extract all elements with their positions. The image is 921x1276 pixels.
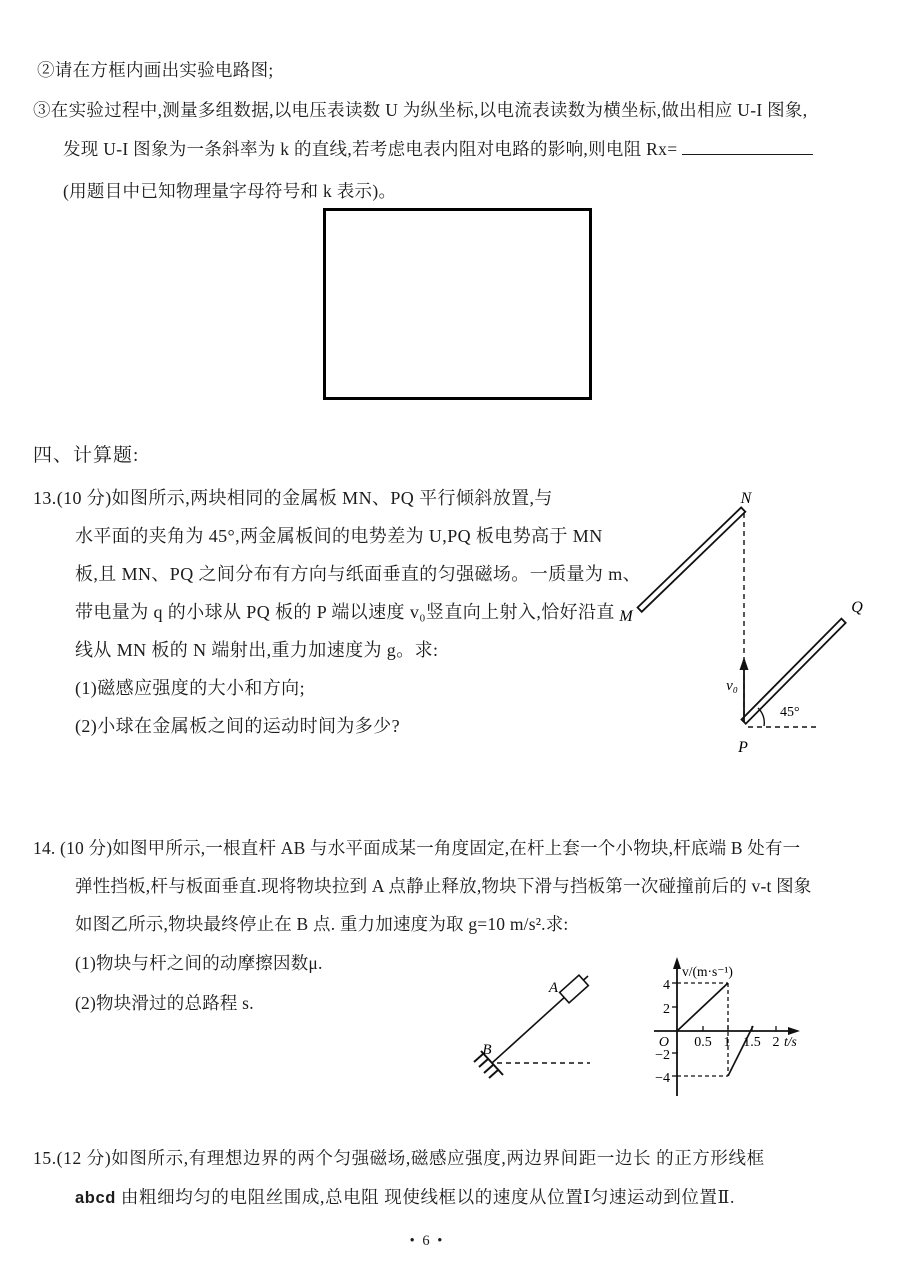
section-heading: 四、计算题:	[33, 445, 140, 466]
q15-line-1-rest: 由粗细均匀的电阻丝围成,总电阻 现使线框以的速度从位置Ⅰ匀速运动到位置Ⅱ.	[115, 1187, 736, 1207]
ytick-neg2: −2	[655, 1048, 670, 1063]
xtick-2: 2	[772, 1035, 780, 1050]
q15-line-1	[75, 1187, 735, 1209]
rx-equation-text: 发现 U-I 图象为一条斜率为 k 的直线,若考虑电表内阻对电路的影响,则电阻 Rx=	[63, 139, 678, 159]
q13-line-2: 板,且 MN、PQ 之间分布有方向与纸面垂直的匀强磁场。一质量为 m、	[75, 564, 642, 584]
vt-line-after-collision	[728, 1026, 753, 1076]
angle-label: 45°	[780, 705, 800, 720]
plate-label-m: M	[619, 608, 633, 625]
origin-label: O	[658, 1035, 669, 1050]
plate-label-p: P	[738, 739, 748, 756]
answer-blank	[682, 139, 813, 155]
q14-figure-rod	[450, 952, 605, 1084]
q14-line-1: 弹性挡板,杆与板面垂直.现将物块拉到 A 点静止释放,物块下滑与挡板第一次碰撞前后的 v-t 图象	[75, 876, 812, 896]
q13-line-1: 水平面的夹角为 45°,两金属板间的电势差为 U,PQ 板电势高于 MN	[75, 526, 603, 546]
rod-label-b: B	[482, 1042, 492, 1058]
q14-figure-vt-graph	[645, 950, 805, 1100]
q15-line-0: 15.(12 分)如图所示,有理想边界的两个匀强磁场,磁感应强度,两边界间距一边长 的正方形线框	[33, 1148, 765, 1168]
ytick-neg4: −4	[655, 1071, 670, 1086]
ytick-4: 4	[663, 978, 670, 993]
vt-xlabel: t/s	[784, 1034, 797, 1049]
q14-line-3: (1)物块与杆之间的动摩擦因数μ.	[75, 953, 323, 973]
v0-arrow	[740, 657, 749, 722]
q14-line-4: (2)物块滑过的总路程 s.	[75, 993, 254, 1013]
ytick-2: 2	[663, 1002, 670, 1017]
v0-label: v₀	[726, 678, 738, 694]
xtick-1: 1	[723, 1035, 731, 1050]
page-number: • 6 •	[409, 1233, 445, 1249]
xtick-05: 0.5	[694, 1035, 712, 1050]
vt-line-before-collision	[677, 983, 728, 1031]
q13-line-0: 13.(10 分)如图所示,两块相同的金属板 MN、PQ 平行倾斜放置,与	[33, 488, 553, 508]
xtick-15: 1.5	[743, 1035, 761, 1050]
q14-line-0: 14. (10 分)如图甲所示,一根直杆 AB 与水平面成某一角度固定,在杆上套一个小物块,杆底端 B 处有一	[33, 838, 801, 858]
plate-mn	[638, 507, 746, 611]
plate-label-q: Q	[851, 599, 863, 616]
q13-figure-plates	[600, 480, 921, 765]
plate-label-n: N	[740, 490, 752, 507]
q15-abcd-label: abcd	[75, 1189, 116, 1207]
rod-label-a: A	[548, 980, 558, 996]
preamble-item-3-line-1: ③在实验过程中,测量多组数据,以电压表读数 U 为纵坐标,以电流表读数为横坐标,做出相应 U-I 图象,	[33, 100, 808, 120]
circuit-diagram-box	[323, 208, 592, 400]
preamble-item-2: ②请在方框内画出实验电路图;	[37, 60, 274, 80]
q13-line-5: (1)磁感应强度的大小和方向;	[75, 678, 305, 698]
q14-line-2: 如图乙所示,物块最终停止在 B 点. 重力加速度为取 g=10 m/s².求:	[75, 914, 569, 934]
preamble-item-3-line-3: (用题目中已知物理量字母符号和 k 表示)。	[63, 181, 397, 201]
q13-line-3: 带电量为 q 的小球从 PQ 板的 P 端以速度 v₀竖直向上射入,恰好沿直	[75, 602, 615, 622]
vt-ylabel: v/(m·s⁻¹)	[682, 964, 733, 979]
q13-line-6: (2)小球在金属板之间的运动时间为多少?	[75, 716, 400, 736]
q13-line-4: 线从 MN 板的 N 端射出,重力加速度为 g。求:	[75, 640, 439, 660]
y-axis-arrow	[673, 957, 681, 969]
axis-ticks	[672, 983, 776, 1076]
preamble-item-3-line-2	[63, 139, 813, 160]
